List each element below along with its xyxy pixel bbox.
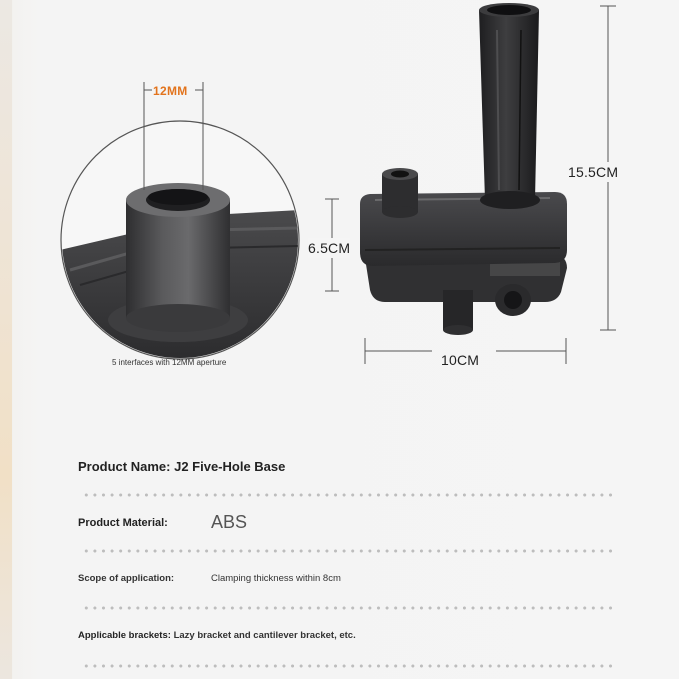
product-base-image xyxy=(345,0,585,340)
left-edge-background xyxy=(0,0,12,679)
dotted-divider xyxy=(82,493,614,497)
aperture-caption: 5 interfaces with 12MM aperture xyxy=(112,358,227,367)
brackets-value: Lazy bracket and cantilever bracket, etc. xyxy=(173,630,356,641)
base-height-dimension-label: 6.5CM xyxy=(308,240,351,256)
material-value: ABS xyxy=(211,512,248,532)
product-name-value: J2 Five-Hole Base xyxy=(174,459,286,474)
aperture-dimension-label: 12MM xyxy=(153,84,188,98)
product-name-row xyxy=(78,459,285,474)
height-dimension-label: 15.5CM xyxy=(568,164,619,180)
dotted-divider xyxy=(82,664,614,668)
aperture-dimension-lines xyxy=(140,82,210,192)
brackets-label: Applicable brackets: xyxy=(78,630,171,641)
scope-label: Scope of application: xyxy=(78,573,175,584)
product-name-label: Product Name: xyxy=(78,459,171,474)
width-dimension-label: 10CM xyxy=(441,352,480,368)
dotted-divider xyxy=(82,549,614,553)
brackets-row xyxy=(78,630,356,641)
dotted-divider xyxy=(82,606,614,610)
scope-value: Clamping thickness within 8cm xyxy=(211,573,341,584)
material-label: Product Material: xyxy=(78,517,168,529)
